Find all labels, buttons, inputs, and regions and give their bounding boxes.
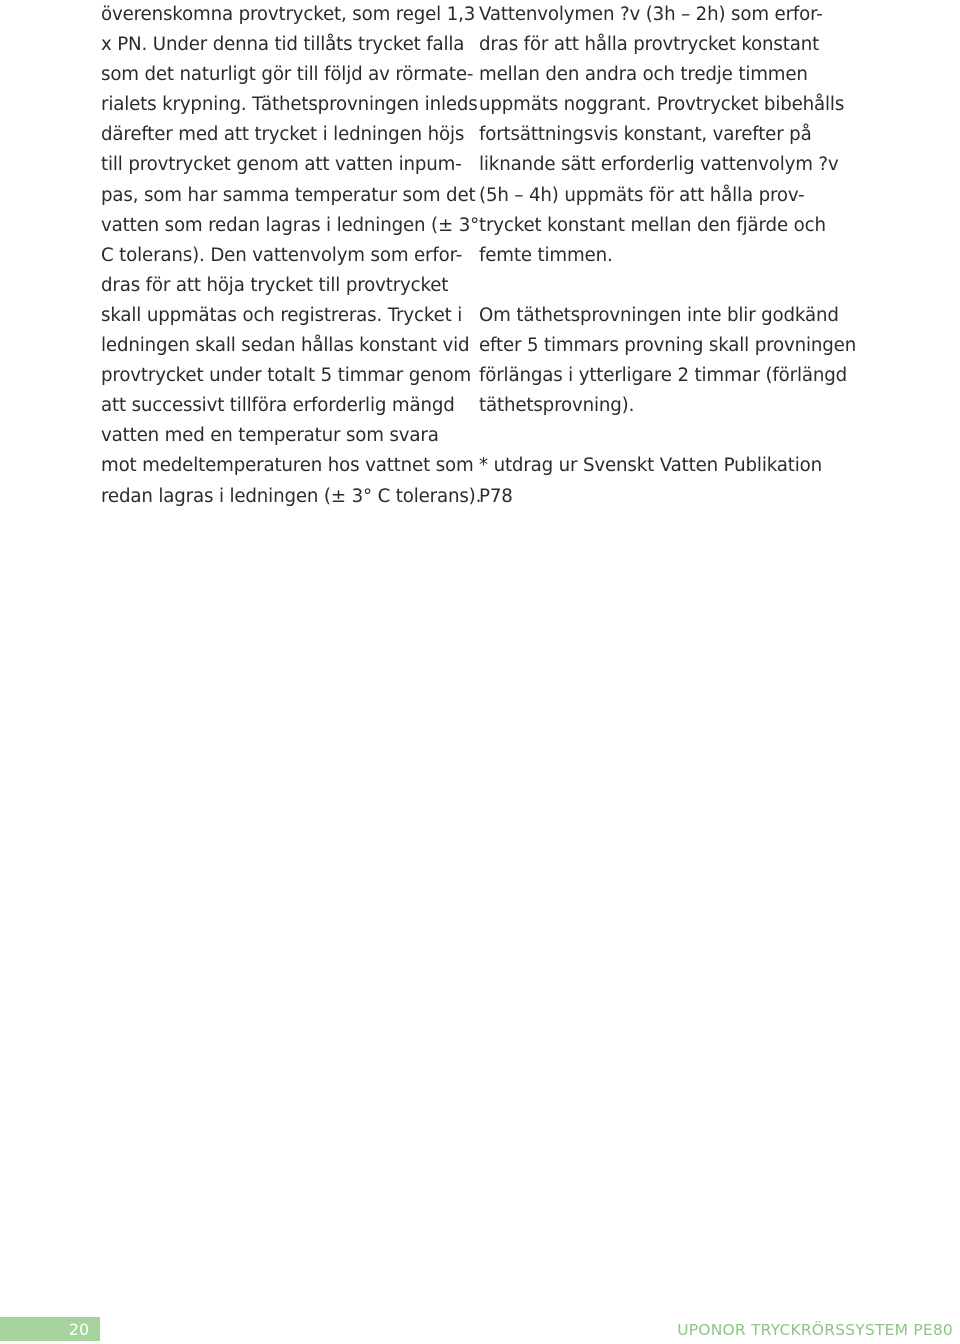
text-line: provtrycket under totalt 5 timmar genom (101, 365, 472, 387)
text-line: förlängas i ytterligare 2 timmar (förlängd (479, 365, 848, 387)
text-line: liknande sätt erforderlig vattenvolym ?v (479, 154, 839, 176)
paragraph-gap (479, 421, 849, 451)
text-line: * utdrag ur Svenskt Vatten Publikation (479, 455, 823, 477)
paragraph-gap (479, 271, 849, 301)
footer-publication-title: UPONOR TRYCKRÖRSSYSTEM PE80 (677, 1321, 953, 1339)
text-line: mot medeltemperaturen hos vattnet som (101, 455, 474, 477)
text-line: vatten med en temperatur som svara (101, 425, 439, 447)
text-line: C tolerans). Den vattenvolym som erfor- (101, 244, 463, 266)
text-line: vatten som redan lagras i ledningen (± 3° (101, 214, 480, 236)
text-line: täthetsprovning). (479, 395, 635, 417)
text-line: Vattenvolymen ?v (3h – 2h) som erfor- (479, 4, 823, 25)
paragraph-extended-test (479, 301, 857, 421)
text-line: dras för att höja trycket till provtrycket (101, 274, 449, 296)
right-text-column (479, 0, 857, 512)
text-line: rialets krypning. Täthetsprovningen inleds (101, 94, 478, 116)
text-line: mellan den andra och tredje timmen (479, 64, 808, 86)
text-line: femte timmen. (479, 244, 613, 266)
text-line: dras för att hålla provtrycket konstant (479, 34, 820, 56)
left-text-column (101, 0, 482, 512)
text-line: fortsättningsvis konstant, varefter på (479, 124, 812, 146)
paragraph-volume-measurement (479, 0, 849, 271)
footnote (479, 451, 849, 511)
text-line: efter 5 timmars provning skall provningen (479, 335, 857, 357)
text-line: x PN. Under denna tid tillåts trycket falla (101, 34, 465, 56)
text-line: skall uppmätas och registreras. Trycket i (101, 304, 463, 326)
text-line: uppmäts noggrant. Provtrycket bibehålls (479, 94, 845, 116)
text-line: pas, som har samma temperatur som det (101, 184, 476, 206)
text-line: redan lagras i ledningen (± 3° C tolerans). (101, 485, 482, 507)
text-line: överenskomna provtrycket, som regel 1,3 (101, 4, 476, 25)
text-line: att successivt tillföra erforderlig mängd (101, 395, 455, 417)
text-line: Om täthetsprovningen inte blir godkänd (479, 304, 839, 326)
text-line: trycket konstant mellan den fjärde och (479, 214, 826, 236)
text-line: till provtrycket genom att vatten inpum- (101, 154, 462, 176)
text-line: P78 (479, 485, 513, 507)
text-line: som det naturligt gör till följd av rörmate- (101, 64, 474, 86)
text-line: (5h – 4h) uppmäts för att hålla prov- (479, 184, 805, 206)
text-line: ledningen skall sedan hållas konstant vid (101, 335, 470, 357)
page-number: 20 (68, 1320, 90, 1339)
text-line: därefter med att trycket i ledningen höjs (101, 124, 465, 146)
